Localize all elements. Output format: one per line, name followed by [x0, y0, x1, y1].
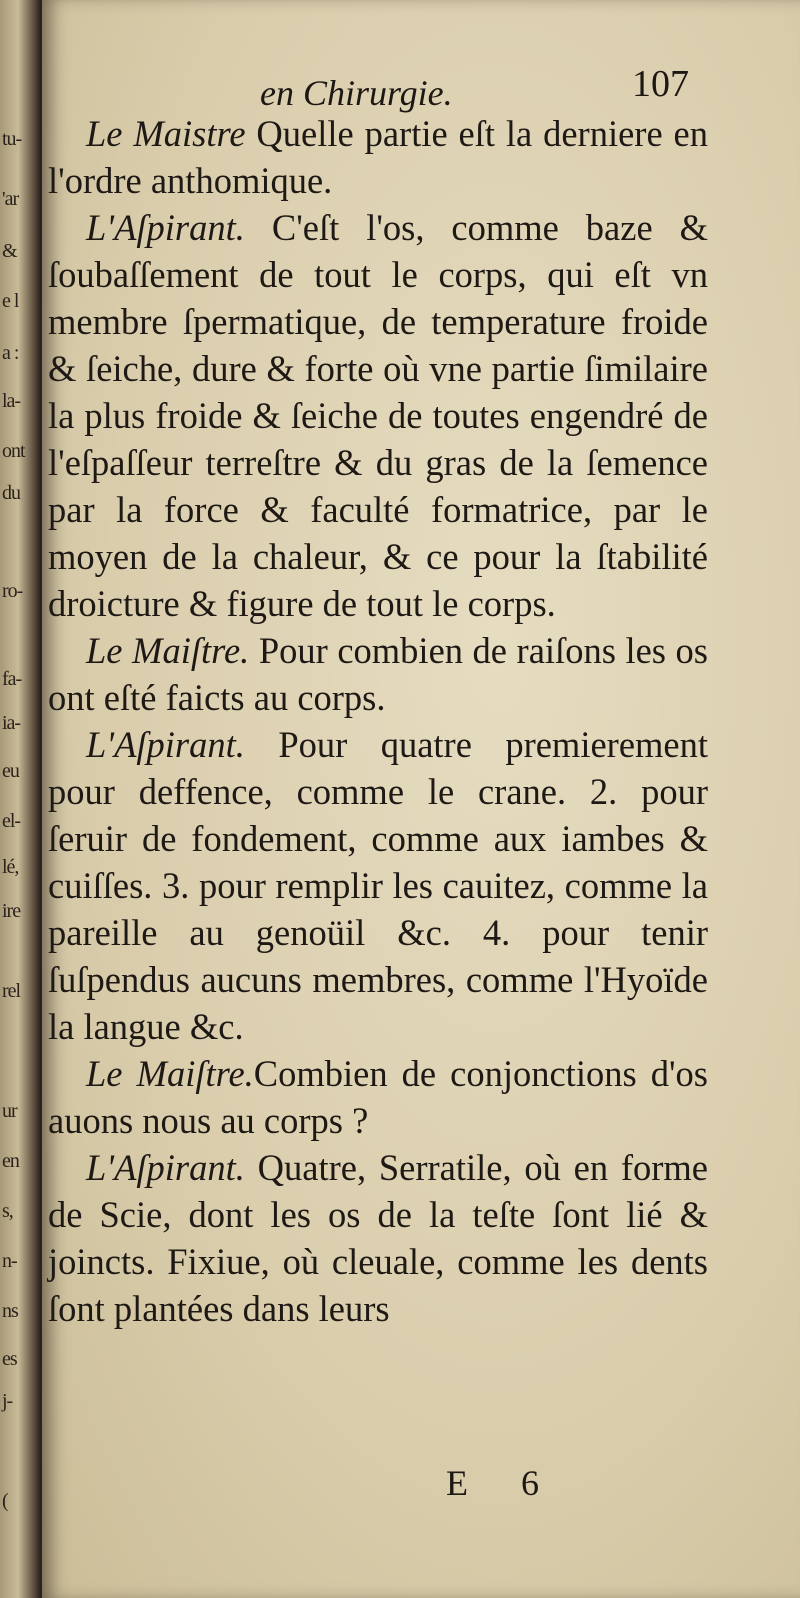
gutter-fragment: &	[2, 240, 17, 262]
gutter-fragment: a :	[2, 342, 19, 364]
speech-paragraph	[48, 627, 708, 721]
speech-text: Combien de conjonctions d'os auons nous au corps ?	[48, 1053, 708, 1141]
page-number: 107	[632, 63, 689, 105]
gutter-fragment: ur	[2, 1100, 17, 1122]
gutter-fragment: s,	[2, 1200, 13, 1222]
speaker-label: Le Maistre	[86, 113, 246, 154]
gutter-fragment: 'ar	[2, 188, 19, 210]
gutter-fragment: rel	[2, 980, 21, 1002]
gutter-fragment: n-	[2, 1250, 17, 1272]
gutter-fragment: en	[2, 1150, 19, 1172]
speech-text: Quatre, Serratile, où en forme de Scie, dont les os de la teſte ſont lié & joincts. Fixiue, où cleuale, comme les dents ſont plantées dans leurs	[48, 1147, 708, 1329]
speaker-label: L'Aſpirant.	[86, 724, 245, 765]
gutter-fragment: fa-	[2, 668, 22, 690]
gutter-fragment: j-	[2, 1390, 13, 1412]
book-page	[42, 0, 800, 1598]
speech-paragraph	[48, 721, 708, 1050]
gutter-fragment: ro-	[2, 580, 23, 602]
speaker-label: Le Maiſtre.	[86, 1053, 254, 1094]
gutter-fragment: ire	[2, 900, 21, 922]
gutter-fragment: ont	[2, 440, 25, 462]
gutter-fragment: e l	[2, 290, 19, 312]
speaker-label: L'Aſpirant.	[86, 207, 245, 248]
gutter-fragment: du	[2, 482, 20, 504]
page-header	[42, 50, 800, 113]
facing-page-edge	[0, 0, 40, 1598]
page-footer	[42, 1462, 800, 1512]
speaker-label: Le Maiſtre.	[86, 630, 250, 671]
signature-mark: E 6	[446, 1463, 561, 1503]
speech-text: Pour combien de raiſons les os ont eſté faicts au corps.	[48, 630, 708, 718]
gutter-fragment: tu-	[2, 128, 22, 150]
speech-paragraph	[48, 204, 708, 627]
speech-paragraph	[48, 1144, 708, 1332]
speech-text: Quelle partie eſt la derniere en l'ordre anthomique.	[48, 113, 708, 201]
gutter-fragment: la-	[2, 390, 21, 412]
speaker-label: L'Aſpirant.	[86, 1147, 245, 1188]
speech-paragraph	[48, 1050, 708, 1144]
gutter-fragment: lé,	[2, 856, 19, 878]
gutter-fragment: ns	[2, 1300, 18, 1322]
speech-paragraph	[48, 110, 708, 204]
gutter-fragment: el-	[2, 810, 21, 832]
gutter-fragment: ia-	[2, 712, 21, 734]
speech-text: Pour quatre premierement pour deffence, comme le crane. 2. pour ſeruir de fondement, comme aux iambes & cuiſſes. 3. pour remplir les cauitez, comme la pareille au genoüil &c. 4. pour tenir ſuſpendus aucuns membres, comme l'Hyoïde la langue &c.	[48, 724, 708, 1047]
gutter-fragment: (	[2, 1490, 8, 1512]
speech-text: C'eſt l'os, comme baze & ſoubaſſement de tout le corps, qui eſt vn membre ſpermatique, de temperature froide & ſeiche, dure & forte où vne partie ſimilaire la plus froide & ſeiche de toutes engendré de l'eſpaſſeur terreſtre & du gras de la ſemence par la force & faculté formatrice, par le moyen de la chaleur, & ce pour la ſtabilité droicture & figure de tout le corps.	[48, 207, 708, 624]
running-head: en Chirurgie.	[260, 73, 453, 113]
page-body	[48, 110, 708, 1332]
gutter-fragment: es	[2, 1348, 17, 1370]
gutter-fragment: eu	[2, 760, 19, 782]
